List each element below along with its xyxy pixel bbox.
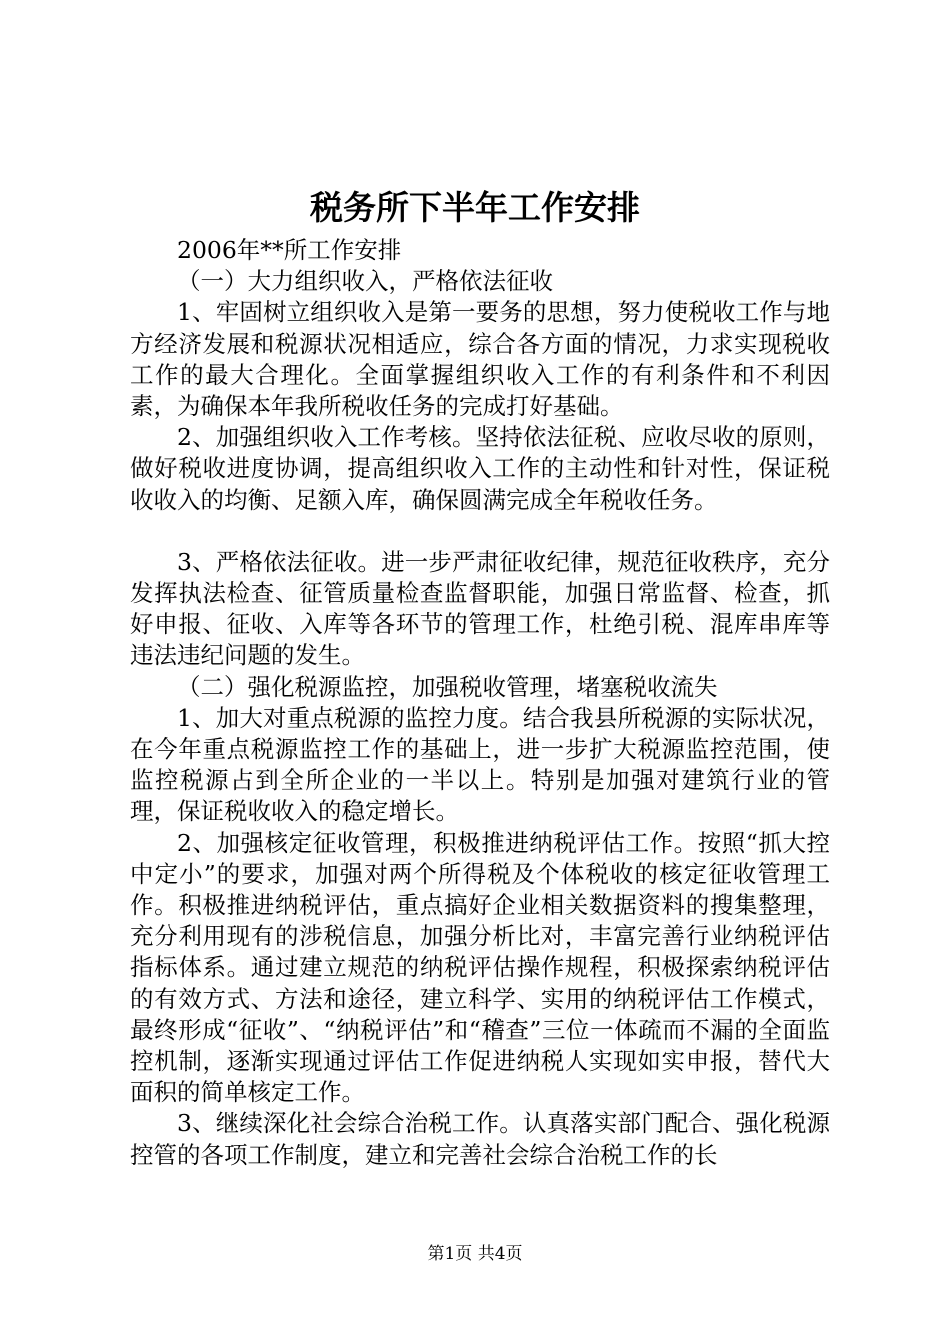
section-heading-1: （一）大力组织收入，严格依法征收 bbox=[177, 267, 553, 296]
paragraph: 2、加强组织收入工作考核。坚持依法征税、应收尽收的原则，做好税收进度协调，提高组织收入工作的主动性和针对性，保证税收收入的均衡、足额入库，确保圆满完成全年税收任务。 bbox=[130, 423, 830, 514]
page-footer: 第1页 共4页 bbox=[427, 1244, 523, 1264]
document-title: 税务所下半年工作安排 bbox=[310, 188, 640, 227]
paragraph: 2、加强核定征收管理，积极推进纳税评估工作。按照“抓大控中定小”的要求，加强对两个所得税及个体税收的核定征收管理工作。积极推进纳税评估，重点搞好企业相关数据资料的搜集整理，充分利用现有的涉税信息，加强分析比对，丰富完善行业纳税评估指标体系。通过建立规范的纳税评估操作规程，积极探索纳税评估的有效方式、方法和途径，建立科学、实用的纳税评估工作模式，最终形成“征收”、“纳税评估”和“稽查”三位一体疏而不漏的全面监控机制，逐渐实现通过评估工作促进纳税人实现如实申报，替代大面积的简单核定工作。 bbox=[130, 828, 830, 1107]
document-body bbox=[130, 235, 830, 1171]
paragraph-heading-line: 2006年**所工作安排 bbox=[177, 236, 402, 264]
paragraph: 3、严格依法征收。进一步严肃征收纪律，规范征收秩序，充分发挥执法检查、征管质量检查监督职能，加强日常监督、检查，抓好申报、征收、入库等各环节的管理工作，杜绝引税、混库串库等违法违纪问题的发生。 bbox=[130, 547, 830, 670]
section-heading-2: （二）强化税源监控，加强税收管理，堵塞税收流失 bbox=[177, 672, 718, 701]
paragraph: 1、牢固树立组织收入是第一要务的思想，努力使税收工作与地方经济发展和税源状况相适应，综合各方面的情况，力求实现税收工作的最大合理化。全面掌握组织收入工作的有利条件和不利因素，为确保本年我所税收任务的完成打好基础。 bbox=[130, 298, 830, 421]
paragraph: 1、加大对重点税源的监控力度。结合我县所税源的实际状况，在今年重点税源监控工作的基础上，进一步扩大税源监控范围，使监控税源占到全所企业的一半以上。特别是加强对建筑行业的管理，保证税收收入的稳定增长。 bbox=[130, 703, 830, 826]
paragraph: 3、继续深化社会综合治税工作。认真落实部门配合、强化税源控管的各项工作制度，建立和完善社会综合治税工作的长 bbox=[130, 1109, 830, 1169]
